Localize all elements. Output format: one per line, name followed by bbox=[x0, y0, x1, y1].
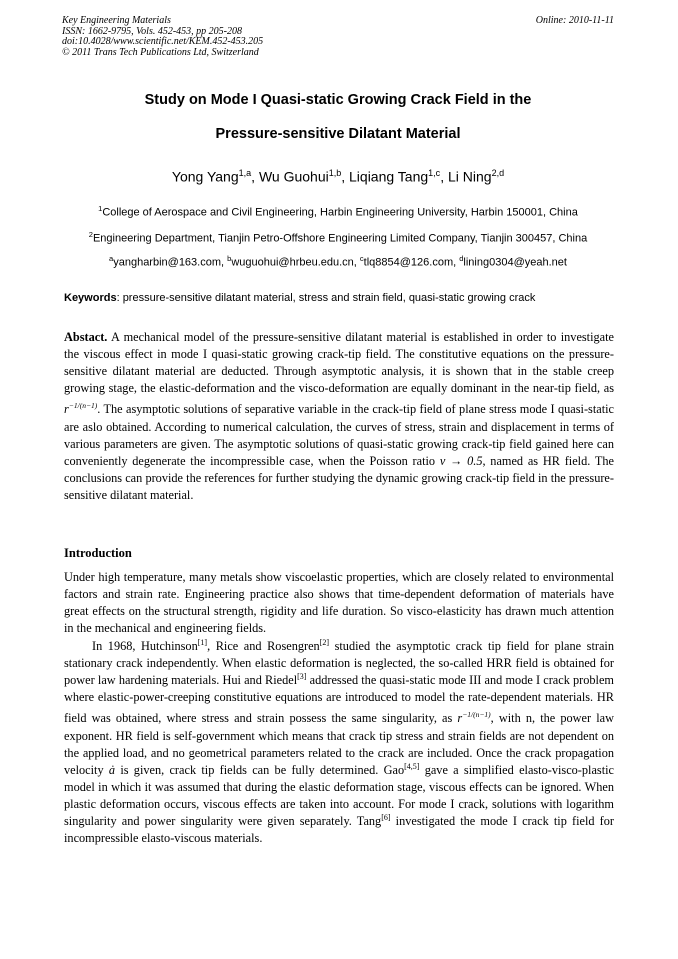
email-link[interactable]: wuguohui@hrbeu.edu.cn bbox=[231, 256, 354, 269]
paragraph-text: , with n, the power law exponent. HR field is self-government which means that crack tip stress and strain fields are not dependent on the applied load, and no geometrical parameters related to the crack are included. Once the crack propagation velocity bbox=[64, 711, 614, 777]
paragraph-text: investigated the mode I crack tip field for incompressible elasto-viscous materials. bbox=[64, 814, 615, 846]
online-date: Online: 2010-11-11 bbox=[535, 15, 614, 26]
journal-name: Key Engineering Materials bbox=[62, 15, 171, 26]
citation-link[interactable]: [2] bbox=[319, 637, 330, 647]
author-list bbox=[62, 168, 614, 185]
citation-link[interactable]: [6] bbox=[381, 812, 391, 822]
author-affiliation-mark: 1,a bbox=[238, 168, 252, 178]
paragraph-text: addressed the quasi-static mode III and mode I crack problem where elastic-power-creeping constitutive equations are introduced to model the rate-dependent materials. HR field was obtained, where stress and strain possess the same singularity, as bbox=[64, 673, 614, 726]
keywords bbox=[64, 292, 614, 304]
affiliation-text: College of Aerospace and Civil Engineering, Harbin Engineering University, Harbin 150001, China bbox=[102, 206, 578, 219]
email-separator: , bbox=[453, 256, 460, 269]
abstract-text: . The asymptotic solutions of separative variable in the crack-tip field of plane stress mode I quasi-static are aslo obtained. According to numerical calculation, the curves of stress, strain and displacement in terms of various parameters are given. The asymptotic solutions of quasi-static growing crack-tip field gained here can conveniently degenerate the incompressible case, when the Poisson ratio bbox=[64, 402, 614, 468]
paragraph-text: is given, crack tip fields can be fully determined. Gao bbox=[115, 762, 405, 777]
email-mark: b bbox=[227, 254, 232, 263]
author-name: Liqiang Tang bbox=[349, 168, 429, 185]
author-separator: , bbox=[440, 168, 448, 185]
author-separator: , bbox=[251, 168, 259, 185]
citation-link[interactable]: [4,5] bbox=[404, 761, 420, 771]
paper-title-line-2: Pressure-sensitive Dilatant Material bbox=[215, 126, 461, 142]
paragraph-text: , Rice and Rosengren bbox=[207, 639, 320, 653]
formula-exponent: −1/(n−1) bbox=[68, 401, 98, 411]
email-link[interactable]: yangharbin@163.com bbox=[113, 256, 222, 269]
formula-base: r bbox=[64, 402, 69, 417]
author-separator: , bbox=[341, 168, 350, 185]
author-name: Yong Yang bbox=[171, 168, 239, 185]
abstract-text: A mechanical model of the pressure-sensitive dilatant material is established in order to investigate the viscous effect in mode I quasi-static growing crack-tip field. The constitutive equations on the pressure-sensitive dilatant material are deducted. Through asymptotic analysis, it is shown that in the stable creep growing stage, the elastic-deformation and the visco-deformation are equally dominant in the near-tip field, as bbox=[64, 330, 614, 396]
citation-link[interactable]: [1] bbox=[197, 637, 208, 647]
author-affiliation-mark: 1,c bbox=[428, 168, 441, 178]
abstract bbox=[64, 329, 614, 504]
author-affiliation-mark: 1,b bbox=[328, 168, 342, 178]
singularity-formula bbox=[64, 402, 97, 416]
abstract-label: Abstact. bbox=[64, 330, 108, 344]
formula-exponent: −1/(n−1) bbox=[462, 710, 491, 720]
author-name: Li Ning bbox=[447, 168, 492, 185]
introduction-paragraph-2 bbox=[64, 638, 614, 847]
crack-velocity-symbol: ȧ bbox=[108, 762, 116, 777]
affiliation-1 bbox=[62, 204, 614, 219]
citation-link[interactable]: [3] bbox=[297, 672, 307, 682]
introduction-paragraph-1: Under high temperature, many metals show viscoelastic properties, which are closely related to environmental factors and strain rate. Engineering practice also shows that time-dependent deformation of materials have great effects on the structural strength, rigidity and life duration. So visco-elasticity has drawn much attention in the mechanical and engineering fields. bbox=[64, 570, 614, 636]
singularity-formula bbox=[457, 711, 490, 725]
issn-line: ISSN: 1662-9795, Vols. 452-453, pp 205-208 bbox=[62, 25, 242, 37]
paper-title-line-1: Study on Mode I Quasi-static Growing Crack Field in the bbox=[144, 92, 532, 108]
journal-header bbox=[62, 16, 482, 58]
email-link[interactable]: tlq8854@126.com bbox=[363, 256, 454, 269]
email-mark: c bbox=[359, 254, 364, 263]
affiliation-2 bbox=[62, 230, 614, 245]
copyright-line: © 2011 Trans Tech Publications Ltd, Switzerland bbox=[62, 46, 259, 58]
email-link[interactable]: lining0304@yeah.net bbox=[463, 256, 567, 269]
formula-base: r bbox=[457, 711, 463, 726]
paragraph-text: gave a simplified elasto-visco-plastic model in which it was assumed that during the elastic deformation stage, viscous effects can be ignored. When plastic deformation occurs, viscous effects are taken into account. For mode I crack, solutions with logarithm singularity and power singularity were given separately. Tang bbox=[64, 762, 614, 829]
email-separator: , bbox=[221, 256, 228, 269]
email-mark: d bbox=[459, 254, 464, 263]
author-emails bbox=[62, 254, 614, 269]
email-separator: , bbox=[353, 256, 360, 269]
affiliation-text: Engineering Department, Tianjin Petro-Offshore Engineering Limited Company, Tianjin 300457, China bbox=[92, 232, 588, 245]
introduction-heading: Introduction bbox=[64, 546, 132, 560]
author-affiliation-mark: 2,d bbox=[491, 168, 505, 178]
keywords-label: Keywords bbox=[64, 292, 117, 304]
affiliation-mark: 1 bbox=[98, 204, 103, 213]
poisson-ratio-formula: ν → 0.5 bbox=[439, 453, 483, 468]
keywords-text: : pressure-sensitive dilatant material, stress and strain field, quasi-static growing crack bbox=[116, 292, 536, 304]
paragraph-text: In 1968, Hutchinson bbox=[92, 639, 198, 653]
paragraph-text: studied the asymptotic crack tip field for plane strain stationary crack independently. When elastic deformation is neglected, the so-called HRR field is obtained for power law hardening materials. Hui and Riedel bbox=[64, 639, 614, 688]
email-mark: a bbox=[109, 254, 114, 263]
doi-line[interactable]: doi:10.4028/www.scientific.net/KEM.452-453.205 bbox=[62, 36, 264, 47]
affiliation-mark: 2 bbox=[88, 230, 93, 239]
author-name: Wu Guohui bbox=[258, 168, 329, 185]
abstract-text: , named as HR field. The conclusions can provide the references for further studying the dynamic growing crack-tip field in the pressure-sensitive dilatant material. bbox=[64, 453, 614, 502]
